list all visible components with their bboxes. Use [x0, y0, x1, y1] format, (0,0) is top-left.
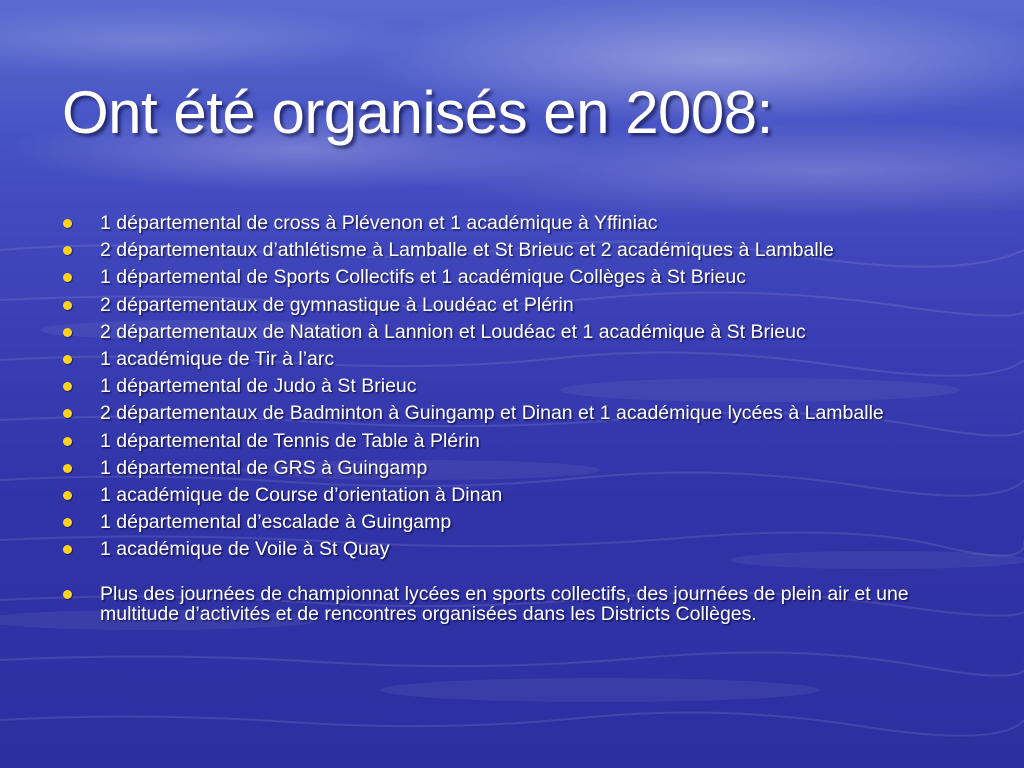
list-item — [62, 403, 982, 424]
list-item-text: 1 départemental de cross à Plévenon et 1 académique à Yffiniac — [100, 212, 658, 234]
list-item-text: 1 académique de Course d’orientation à Dinan — [100, 483, 503, 506]
list-item — [62, 512, 982, 533]
bullet-dot-icon — [63, 273, 72, 282]
closing-list-item — [62, 584, 982, 625]
list-item-text: 1 académique de Tir à l’arc — [100, 347, 335, 370]
bullet-dot-icon — [63, 437, 72, 446]
bullet-dot-icon — [63, 382, 72, 391]
list-item-text: 1 départemental de Judo à St Brieuc — [100, 375, 417, 398]
list-item-text: 2 départementaux de Natation à Lannion et Loudéac et 1 académique à St Brieuc — [100, 320, 806, 343]
bullet-dot-icon — [63, 219, 72, 228]
list-item — [62, 485, 982, 506]
list-item-text: 1 départemental d’escalade à Guingamp — [100, 511, 452, 534]
bullet-dot-icon — [63, 246, 72, 255]
list-item — [62, 240, 982, 261]
list-item — [62, 213, 982, 234]
list-item-text: 1 académique de Voile à St Quay — [100, 538, 390, 561]
bullet-dot-icon — [63, 409, 72, 418]
bullet-dot-icon — [63, 590, 72, 599]
list-item — [62, 458, 982, 479]
list-item-text: 1 départemental de Sports Collectifs et 1 académique Collèges à St Brieuc — [100, 266, 747, 289]
bullet-dot-icon — [63, 464, 72, 473]
list-item-text: 1 départemental de GRS à Guingamp — [100, 456, 428, 479]
list-item — [62, 349, 982, 370]
list-item — [62, 295, 982, 316]
bullet-dot-icon — [63, 518, 72, 527]
bullet-dot-icon — [63, 491, 72, 500]
list-item — [62, 376, 982, 397]
bullet-dot-icon — [63, 545, 72, 554]
list-item — [62, 322, 982, 343]
slide-title: Ont été organisés en 2008: — [62, 79, 773, 146]
list-item — [62, 267, 982, 288]
list-item — [62, 539, 982, 560]
bullet-dot-icon — [63, 328, 72, 337]
list-item-text: 2 départementaux de gymnastique à Loudéac et Plérin — [100, 293, 574, 316]
closing-item-text: Plus des journées de championnat lycées en sports collectifs, des journées de plein air et une multitude d’activités et de rencontres organisées dans les Districts Collèges. — [100, 582, 909, 626]
bullet-dot-icon — [63, 355, 72, 364]
bullet-dot-icon — [63, 301, 72, 310]
list-item-text: 1 départemental de Tennis de Table à Plérin — [100, 429, 480, 452]
list-item-text: 2 départementaux d’athlétisme à Lamballe et St Brieuc et 2 académiques à Lamballe — [100, 239, 834, 262]
list-item-text: 2 départementaux de Badminton à Guingamp et Dinan et 1 académique lycées à Lamballe — [100, 402, 884, 425]
bullet-list — [62, 213, 982, 631]
list-item — [62, 431, 982, 452]
